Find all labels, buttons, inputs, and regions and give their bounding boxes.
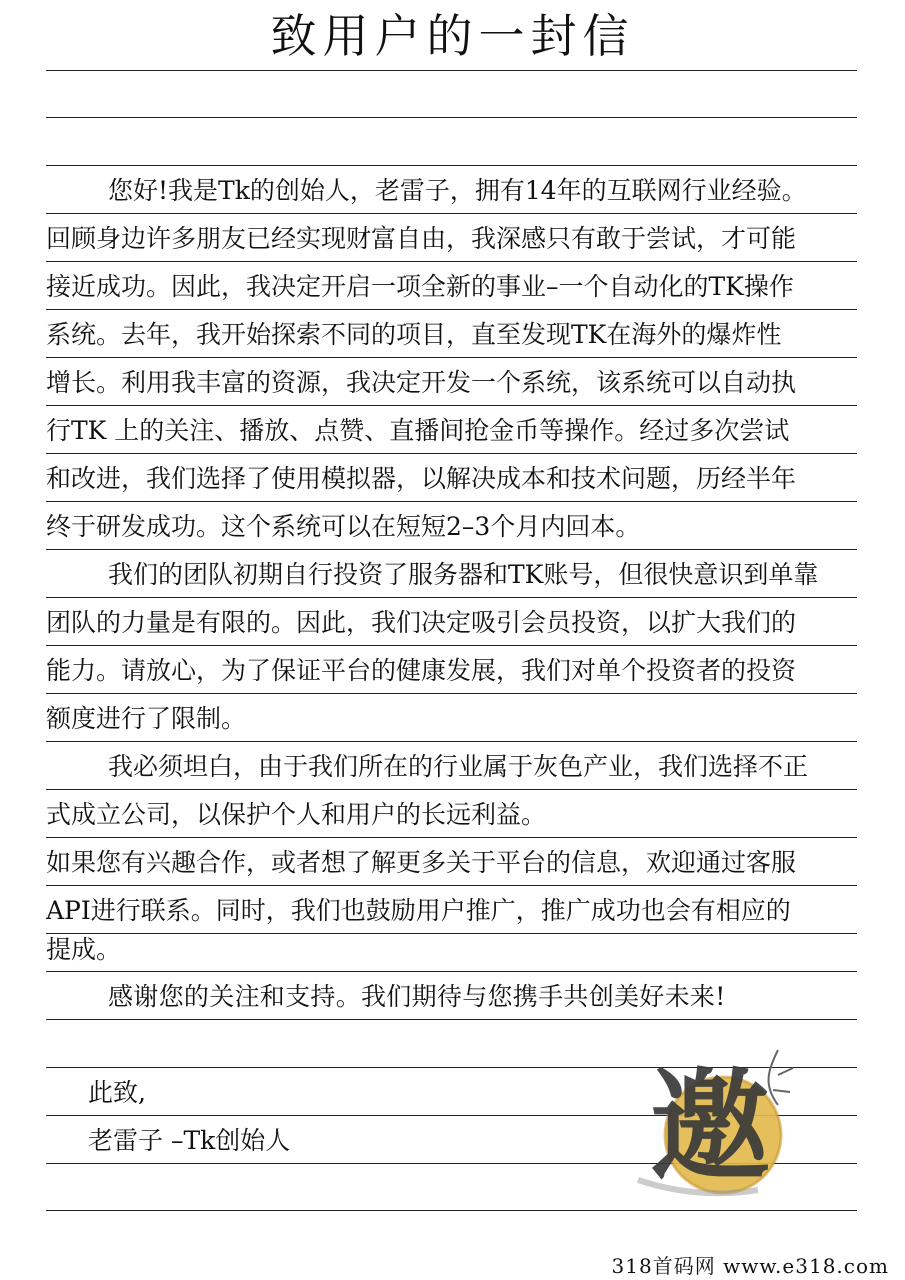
invitation-seal-icon [628,1030,798,1200]
body-line: 如果您有兴趣合作，或者想了解更多关于平台的信息，欢迎通过客服 [46,848,797,877]
closing-text: 此致, [88,1078,146,1107]
body-line: 额度进行了限制。 [46,704,247,733]
body-line: 接近成功。因此，我决定开启一项全新的事业–一个自动化的TK操作 [46,272,794,301]
body-line: 式成立公司，以保护个人和用户的长远利益。 [46,800,547,829]
ruled-line [46,165,857,166]
body-line: 团队的力量是有限的。因此，我们决定吸引会员投资，以扩大我们的 [46,608,797,637]
ruled-line [46,1210,857,1211]
seal-glyph: 邀 [650,1056,770,1197]
body-line: 能力。请放心，为了保证平台的健康发展，我们对单个投资者的投资 [46,656,797,685]
letter-title: 致用户的一封信 [270,9,635,63]
ruled-line [46,971,857,972]
body-line: 行TK 上的关注、播放、点赞、直播间抢金币等操作。经过多次尝试 [46,416,790,445]
body-line: 我们的团队初期自行投资了服务器和TK账号，但很快意识到单靠 [108,560,819,589]
body-line: 回顾身边许多朋友已经实现财富自由，我深感只有敢于尝试，才可能 [46,224,797,253]
body-line: 和改进，我们选择了使用模拟器，以解决成本和技术问题，历经半年 [46,464,797,493]
body-line: 系统。去年，我开始探索不同的项目，直至发现TK在海外的爆炸性 [46,320,782,349]
ruled-line [46,70,857,71]
body-line: 终于研发成功。这个系统可以在短短2–3个月内回本。 [46,512,641,541]
signature-text: 老雷子 –Tk创始人 [88,1126,291,1155]
ruled-line [46,117,857,118]
body-line: 增长。利用我丰富的资源，我决定开发一个系统，该系统可以自动执 [46,368,797,397]
seal-branch [769,1050,793,1105]
body-line: API进行联系。同时，我们也鼓励用户推广，推广成功也会有相应的 [46,896,791,925]
body-line: 感谢您的关注和支持。我们期待与您携手共创美好未来! [108,982,726,1011]
footer-watermark: 318首码网 www.e318.com [606,1252,895,1280]
body-line: 提成。 [46,935,122,964]
body-line: 我必须坦白，由于我们所在的行业属于灰色产业，我们选择不正 [108,752,809,781]
body-line: 您好!我是Tk的创始人，老雷子，拥有14年的互联网行业经验。 [108,176,807,205]
